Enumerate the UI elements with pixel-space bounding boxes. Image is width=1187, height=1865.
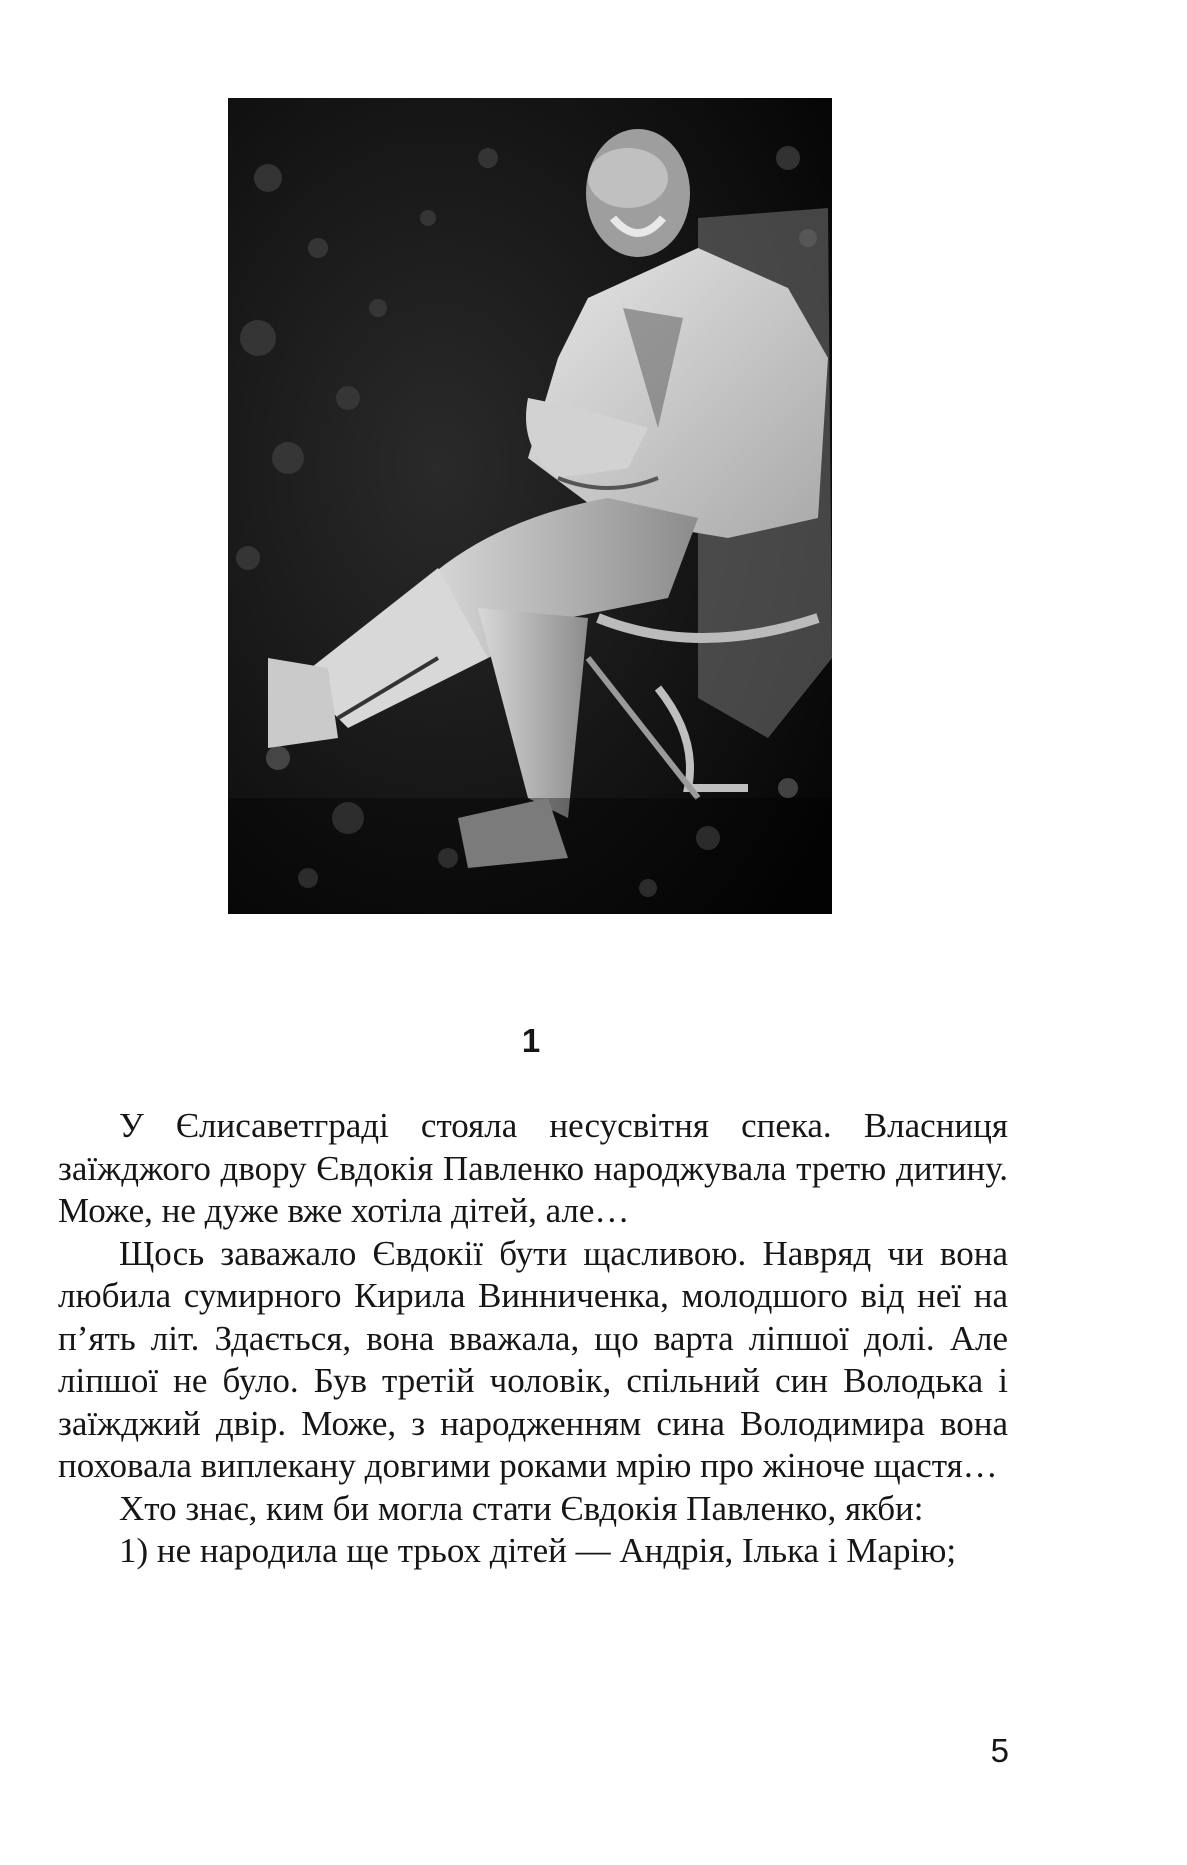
paragraph: Хто знає, ким би могла стати Євдокія Павленко, якби:	[119, 1488, 924, 1528]
chapter-number: 1	[521, 1022, 541, 1059]
paragraph: Щось заважало Євдокії бути щасливою. Навряд чи вона любила сумирного Кирила Винниченка, молодшого від неї на п’ять літ. Здається, вона вважала, що варта ліпшої долі. Але ліпшої не було. Був третій чоловік, спільний син Володька і заїжджий двір. Може, з народженням сина Володимира вона поховала виплекану довгими роками мрію про жіноче щастя…	[58, 1233, 1008, 1485]
paragraph: У Єлисаветграді стояла несусвітня спека. Власниця заїжджого двору Євдокія Павленко народжувала третю дитину. Може, не дуже вже хотіла дітей, але…	[58, 1106, 1008, 1230]
portrait-photo	[228, 98, 832, 914]
list-item-paragraph: 1) не народила ще трьох дітей — Андрія, Ілька і Марію;	[119, 1531, 957, 1570]
photo-illustration	[228, 98, 832, 914]
body-text	[58, 1105, 1008, 1573]
page-number: 5	[990, 1732, 1009, 1769]
